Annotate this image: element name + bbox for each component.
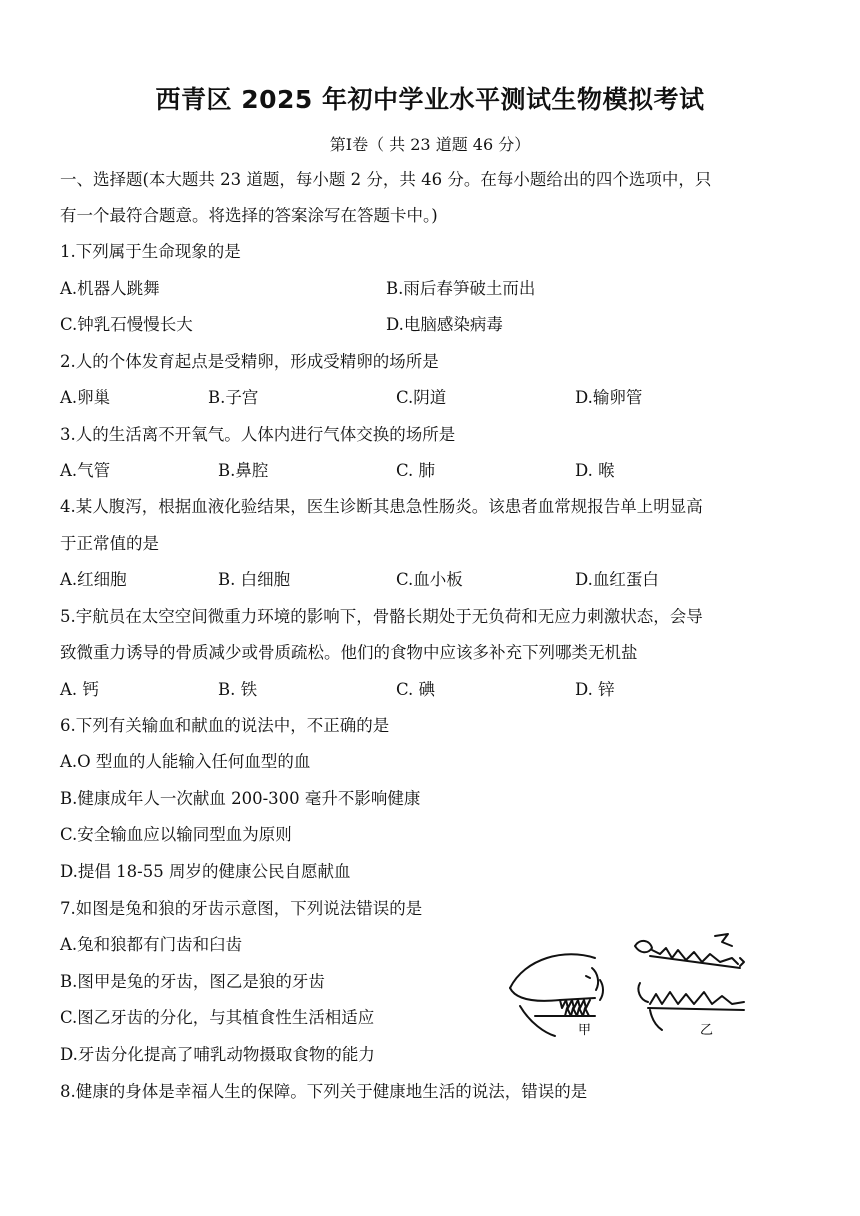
question-1-option-a: A.机器人跳舞 (60, 279, 160, 298)
question-5-stem-line1: 5.宇航员在太空空间微重力环境的影响下，骨骼长期处于无负荷和无应力刺激状态，会导 (60, 607, 703, 626)
question-7-option-c: C.图乙牙齿的分化，与其植食性生活相适应 (60, 1008, 375, 1027)
question-4-option-b: B. 白细胞 (218, 570, 291, 589)
question-4-option-c: C.血小板 (396, 570, 463, 589)
teeth-diagram (500, 928, 750, 1038)
question-3-option-d: D. 喉 (575, 461, 615, 480)
question-1-stem: 1.下列属于生命现象的是 (60, 242, 241, 261)
question-2-option-a: A.卵巢 (60, 388, 111, 407)
question-5-option-d: D. 锌 (575, 680, 615, 699)
question-4-stem-line2: 于正常值的是 (60, 534, 159, 553)
question-6-stem: 6.下列有关输血和献血的说法中，不正确的是 (60, 716, 390, 735)
question-3-option-b: B.鼻腔 (218, 461, 269, 480)
question-7-option-d: D.牙齿分化提高了哺乳动物摄取食物的能力 (60, 1045, 375, 1064)
question-2-option-c: C.阴道 (396, 388, 447, 407)
section-instruction-line2: 有一个最符合题意。将选择的答案涂写在答题卡中。) (60, 206, 438, 225)
question-6-option-a: A.O 型血的人能输入任何血型的血 (60, 752, 311, 771)
figure-label-b: 乙 (700, 1023, 714, 1038)
question-6-option-c: C.安全输血应以输同型血为原则 (60, 825, 292, 844)
question-8-stem: 8.健康的身体是幸福人生的保障。下列关于健康地生活的说法，错误的是 (60, 1082, 588, 1101)
question-7-stem: 7.如图是兔和狼的牙齿示意图，下列说法错误的是 (60, 899, 423, 918)
question-4-option-a: A.红细胞 (60, 570, 127, 589)
question-1-option-d: D.电脑感染病毒 (386, 315, 503, 334)
question-6-option-d: D.提倡 18-55 周岁的健康公民自愿献血 (60, 862, 351, 881)
question-1-option-b: B.雨后春笋破土而出 (386, 279, 536, 298)
wolf-teeth-sketch (635, 934, 744, 1030)
question-4-option-d: D.血红蛋白 (575, 570, 659, 589)
question-4-stem-line1: 4.某人腹泻，根据血液化验结果，医生诊断其患急性肠炎。该患者血常规报告单上明显高 (60, 497, 703, 516)
question-5-option-c: C. 碘 (396, 680, 436, 699)
question-6-option-b: B.健康成年人一次献血 200-300 毫升不影响健康 (60, 789, 421, 808)
question-7-option-b: B.图甲是兔的牙齿，图乙是狼的牙齿 (60, 972, 325, 991)
question-2-option-b: B.子宫 (208, 388, 259, 407)
question-3-option-c: C. 肺 (396, 461, 436, 480)
figure-label-a: 甲 (578, 1023, 592, 1038)
question-1-option-c: C.钟乳石慢慢长大 (60, 315, 193, 334)
question-3-stem: 3.人的生活离不开氧气。人体内进行气体交换的场所是 (60, 425, 456, 444)
question-5-stem-line2: 致微重力诱导的骨质减少或骨质疏松。他们的食物中应该多补充下列哪类无机盐 (60, 643, 638, 662)
question-5-option-a: A. 钙 (60, 680, 99, 699)
question-7-option-a: A.兔和狼都有门齿和臼齿 (60, 935, 243, 954)
question-5-option-b: B. 铁 (218, 680, 258, 699)
question-2-option-d: D.输卵管 (575, 388, 643, 407)
page-title: 西青区 2025 年初中学业水平测试生物模拟考试 (155, 85, 705, 114)
section-instruction-line1: 一、选择题(本大题共 23 道题，每小题 2 分，共 46 分。在每小题给出的四个选项中，只 (60, 170, 712, 189)
question-3-option-a: A.气管 (60, 461, 111, 480)
section-subtitle: 第Ⅰ卷（ 共 23 道题 46 分） (329, 135, 531, 154)
question-2-stem: 2.人的个体发育起点是受精卵，形成受精卵的场所是 (60, 352, 439, 371)
